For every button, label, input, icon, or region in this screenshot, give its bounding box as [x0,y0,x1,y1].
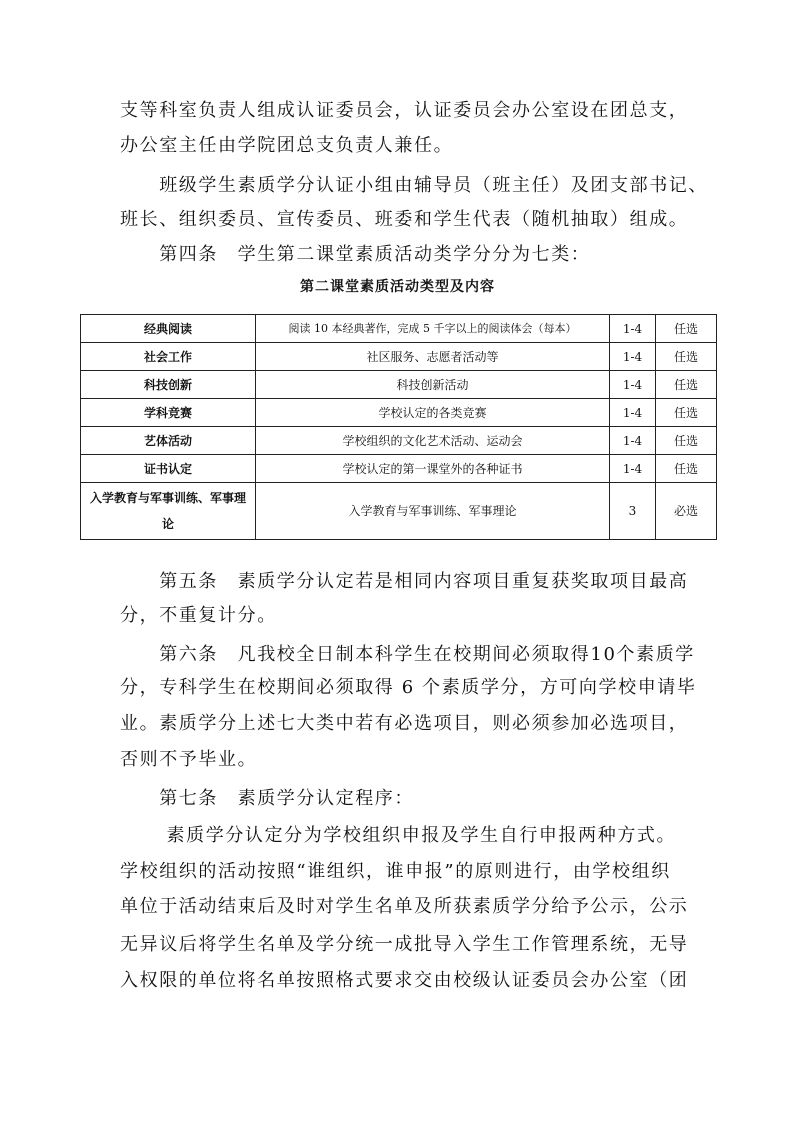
paragraph-line: 入权限的单位将名单按照格式要求交由校级认证委员会办公室（团 [120,970,689,991]
category-cell: 证书认定 [81,455,256,483]
paragraph-line: 业。素质学分上述七大类中若有必选项目，则必须参加必选项目， [120,713,689,734]
type-cell: 必选 [656,483,717,540]
content-cell: 社区服务、志愿者活动等 [256,343,610,371]
table-row [81,427,717,455]
section-heading-article-4: 第四条 学生第二课堂素质活动类学分分为七类： [120,244,591,265]
paragraph-line: 素质学分认定分为学校组织申报及学生自行申报两种方式。 [120,825,677,846]
paragraph-line: 学校组织的活动按照“谁组织，谁申报”的原则进行，由学校组织 [120,861,671,882]
paragraph-line: 分，不重复计分。 [120,605,277,626]
content-cell: 科技创新活动 [256,371,610,399]
section-heading-article-7: 第七条 素质学分认定程序： [120,788,414,809]
credits-cell: 1-4 [610,343,656,371]
section-heading-article-6: 第六条 凡我校全日制本科学生在校期间必须取得10个素质学 [120,644,695,665]
paragraph-line: 班级学生素质学分认证小组由辅导员（班主任）及团支部书记、 [120,175,708,196]
type-cell: 任选 [656,455,717,483]
paragraph-line: 无异议后将学生名单及学分统一成批导入学生工作管理系统，无导 [120,934,689,955]
paragraph-line: 支等科室负责人组成认证委员会，认证委员会办公室设在团总支， [120,100,689,121]
table-row [81,455,717,483]
content-cell: 阅读 10 本经典著作，完成 5 千字以上的阅读体会（每本） [256,315,610,343]
paragraph-line: 班长、组织委员、宣传委员、班委和学生代表（随机抽取）组成。 [120,209,689,230]
content-cell: 学校认定的第一课堂外的各种证书 [256,455,610,483]
table-row [81,315,717,343]
credits-cell: 1-4 [610,455,656,483]
credits-cell: 1-4 [610,427,656,455]
content-cell: 入学教育与军事训练、军事理论 [256,483,610,540]
type-cell: 任选 [656,315,717,343]
table-row [81,371,717,399]
category-cell: 艺体活动 [81,427,256,455]
paragraph-line: 分，专科学生在校期间必须取得 6 个素质学分，方可向学校申请毕 [120,677,697,698]
category-cell: 经典阅读 [81,315,256,343]
paragraph-line: 单位于活动结束后及时对学生名单及所获素质学分给予公示，公示 [120,896,689,917]
table-row [81,483,717,540]
table-row [81,399,717,427]
category-cell: 入学教育与军事训练、军事理论 [81,483,256,540]
category-cell: 社会工作 [81,343,256,371]
type-cell: 任选 [656,399,717,427]
credits-cell: 1-4 [610,371,656,399]
credits-cell: 1-4 [610,315,656,343]
type-cell: 任选 [656,343,717,371]
activity-table [80,314,717,540]
credits-cell: 1-4 [610,399,656,427]
table-caption: 第二课堂素质活动类型及内容 [300,279,495,295]
category-cell: 科技创新 [81,371,256,399]
type-cell: 任选 [656,371,717,399]
credits-cell: 3 [610,483,656,540]
content-cell: 学校认定的各类竞赛 [256,399,610,427]
section-heading-article-5: 第五条 素质学分认定若是相同内容项目重复获奖取项目最高 [120,571,689,592]
paragraph-line: 办公室主任由学院团总支负责人兼任。 [120,135,454,156]
content-cell: 学校组织的文化艺术活动、运动会 [256,427,610,455]
category-cell: 学科竞赛 [81,399,256,427]
paragraph-line: 否则不予毕业。 [120,749,258,770]
table-row [81,343,717,371]
type-cell: 任选 [656,427,717,455]
